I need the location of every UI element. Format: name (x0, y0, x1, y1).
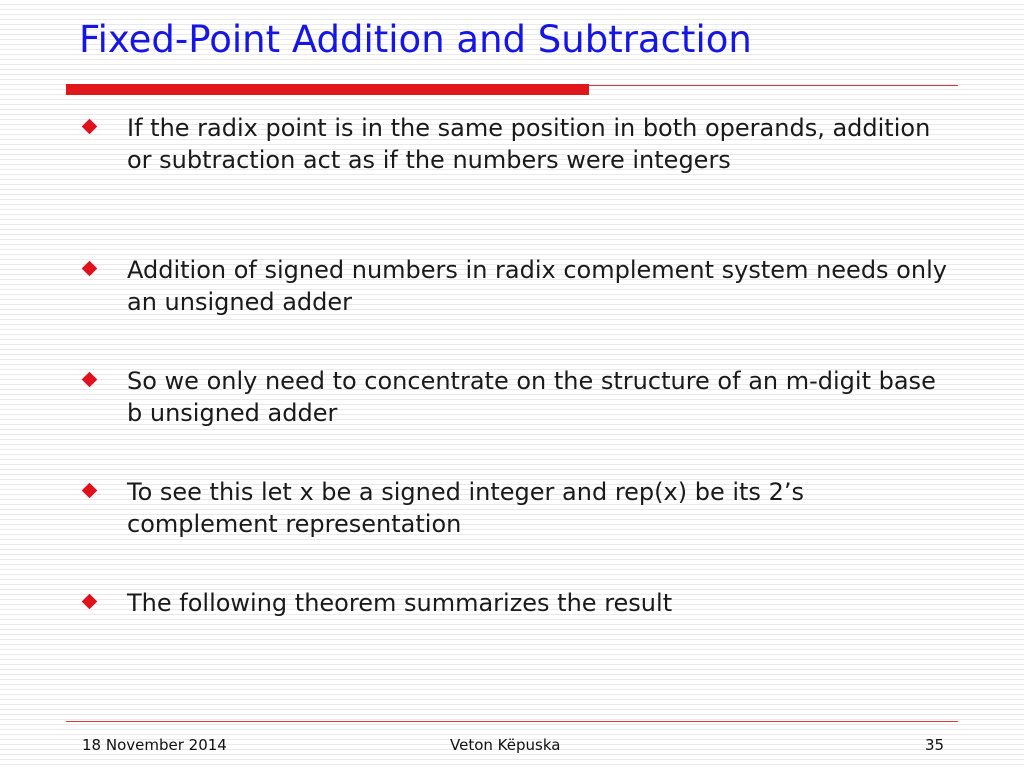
bullet-item (80, 587, 960, 619)
diamond-icon (83, 484, 98, 499)
bullet-item (80, 112, 960, 176)
diamond-icon (83, 120, 98, 135)
footer-divider (66, 721, 958, 722)
footer-date: 18 November 2014 (82, 736, 227, 754)
footer-page-number: 35 (925, 736, 945, 754)
diamond-icon (83, 595, 98, 610)
diamond-icon (83, 262, 98, 277)
bullet-item (80, 254, 960, 318)
bullet-text: The following theorem summarizes the result (127, 589, 673, 617)
diamond-icon (83, 373, 98, 388)
footer-author: Veton Këpuska (450, 736, 561, 754)
bullet-text: If the radix point is in the same position in both operands, addition or subtraction act as if the numbers were integers (127, 114, 931, 174)
bullet-item (80, 476, 960, 540)
bullet-text: Addition of signed numbers in radix complement system needs only an unsigned adder (127, 256, 947, 316)
bullet-text: So we only need to concentrate on the structure of an m-digit base b unsigned adder (127, 367, 936, 427)
slide-title: Fixed-Point Addition and Subtraction (79, 18, 752, 61)
bullet-item (80, 365, 960, 429)
bullet-text: To see this let x be a signed integer and rep(x) be its 2’s complement representation (127, 478, 804, 538)
